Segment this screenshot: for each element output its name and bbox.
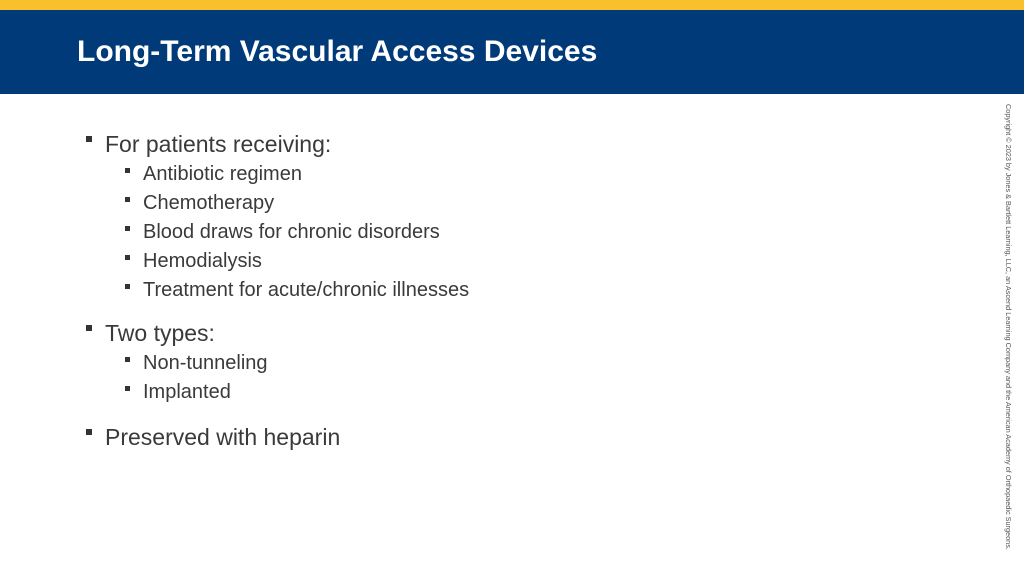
sub-bullet-text: Implanted	[143, 381, 231, 403]
bullet-group-heparin	[86, 423, 966, 451]
square-bullet-icon	[125, 386, 130, 391]
square-bullet-icon	[125, 284, 130, 289]
sub-bullet-text: Treatment for acute/chronic illnesses	[143, 279, 470, 301]
sublist-types	[125, 347, 966, 407]
square-bullet-icon	[125, 168, 130, 173]
sub-bullet-non-tunneling	[125, 349, 966, 378]
sub-bullet-text: Non-tunneling	[143, 352, 268, 374]
bullet-patients-receiving	[86, 130, 966, 158]
bullet-preserved-heparin	[86, 423, 966, 451]
top-accent-stripe	[0, 0, 1024, 10]
sublist-patients	[125, 158, 966, 305]
bullet-text: For patients receiving:	[105, 131, 332, 157]
sub-bullet-treatment	[125, 276, 966, 305]
sub-bullet-text: Antibiotic regimen	[143, 163, 302, 185]
slide-title: Long-Term Vascular Access Devices	[77, 35, 598, 68]
square-bullet-icon	[86, 429, 92, 435]
bullet-text: Two types:	[105, 320, 215, 346]
sub-bullet-implanted	[125, 378, 966, 407]
bullet-text: Preserved with heparin	[105, 424, 341, 450]
bullet-group-types	[86, 319, 966, 407]
slide-content	[86, 130, 966, 451]
square-bullet-icon	[125, 357, 130, 362]
copyright-notice: Copyright © 2023 by Jones & Bartlett Learning, LLC, an Ascend Learning Company and the American Academy of Orthopaedic Surgeons.	[1004, 104, 1013, 550]
sub-bullet-text: Blood draws for chronic disorders	[143, 221, 440, 243]
sub-bullet-chemotherapy	[125, 189, 966, 218]
square-bullet-icon	[125, 255, 130, 260]
bullet-two-types	[86, 319, 966, 347]
square-bullet-icon	[125, 226, 130, 231]
sub-bullet-hemodialysis	[125, 247, 966, 276]
sub-bullet-antibiotic	[125, 160, 966, 189]
sub-bullet-text: Chemotherapy	[143, 192, 275, 214]
sub-bullet-blood-draws	[125, 218, 966, 247]
bullet-group-patients	[86, 130, 966, 305]
square-bullet-icon	[125, 197, 130, 202]
square-bullet-icon	[86, 325, 92, 331]
square-bullet-icon	[86, 136, 92, 142]
sub-bullet-text: Hemodialysis	[143, 250, 262, 272]
